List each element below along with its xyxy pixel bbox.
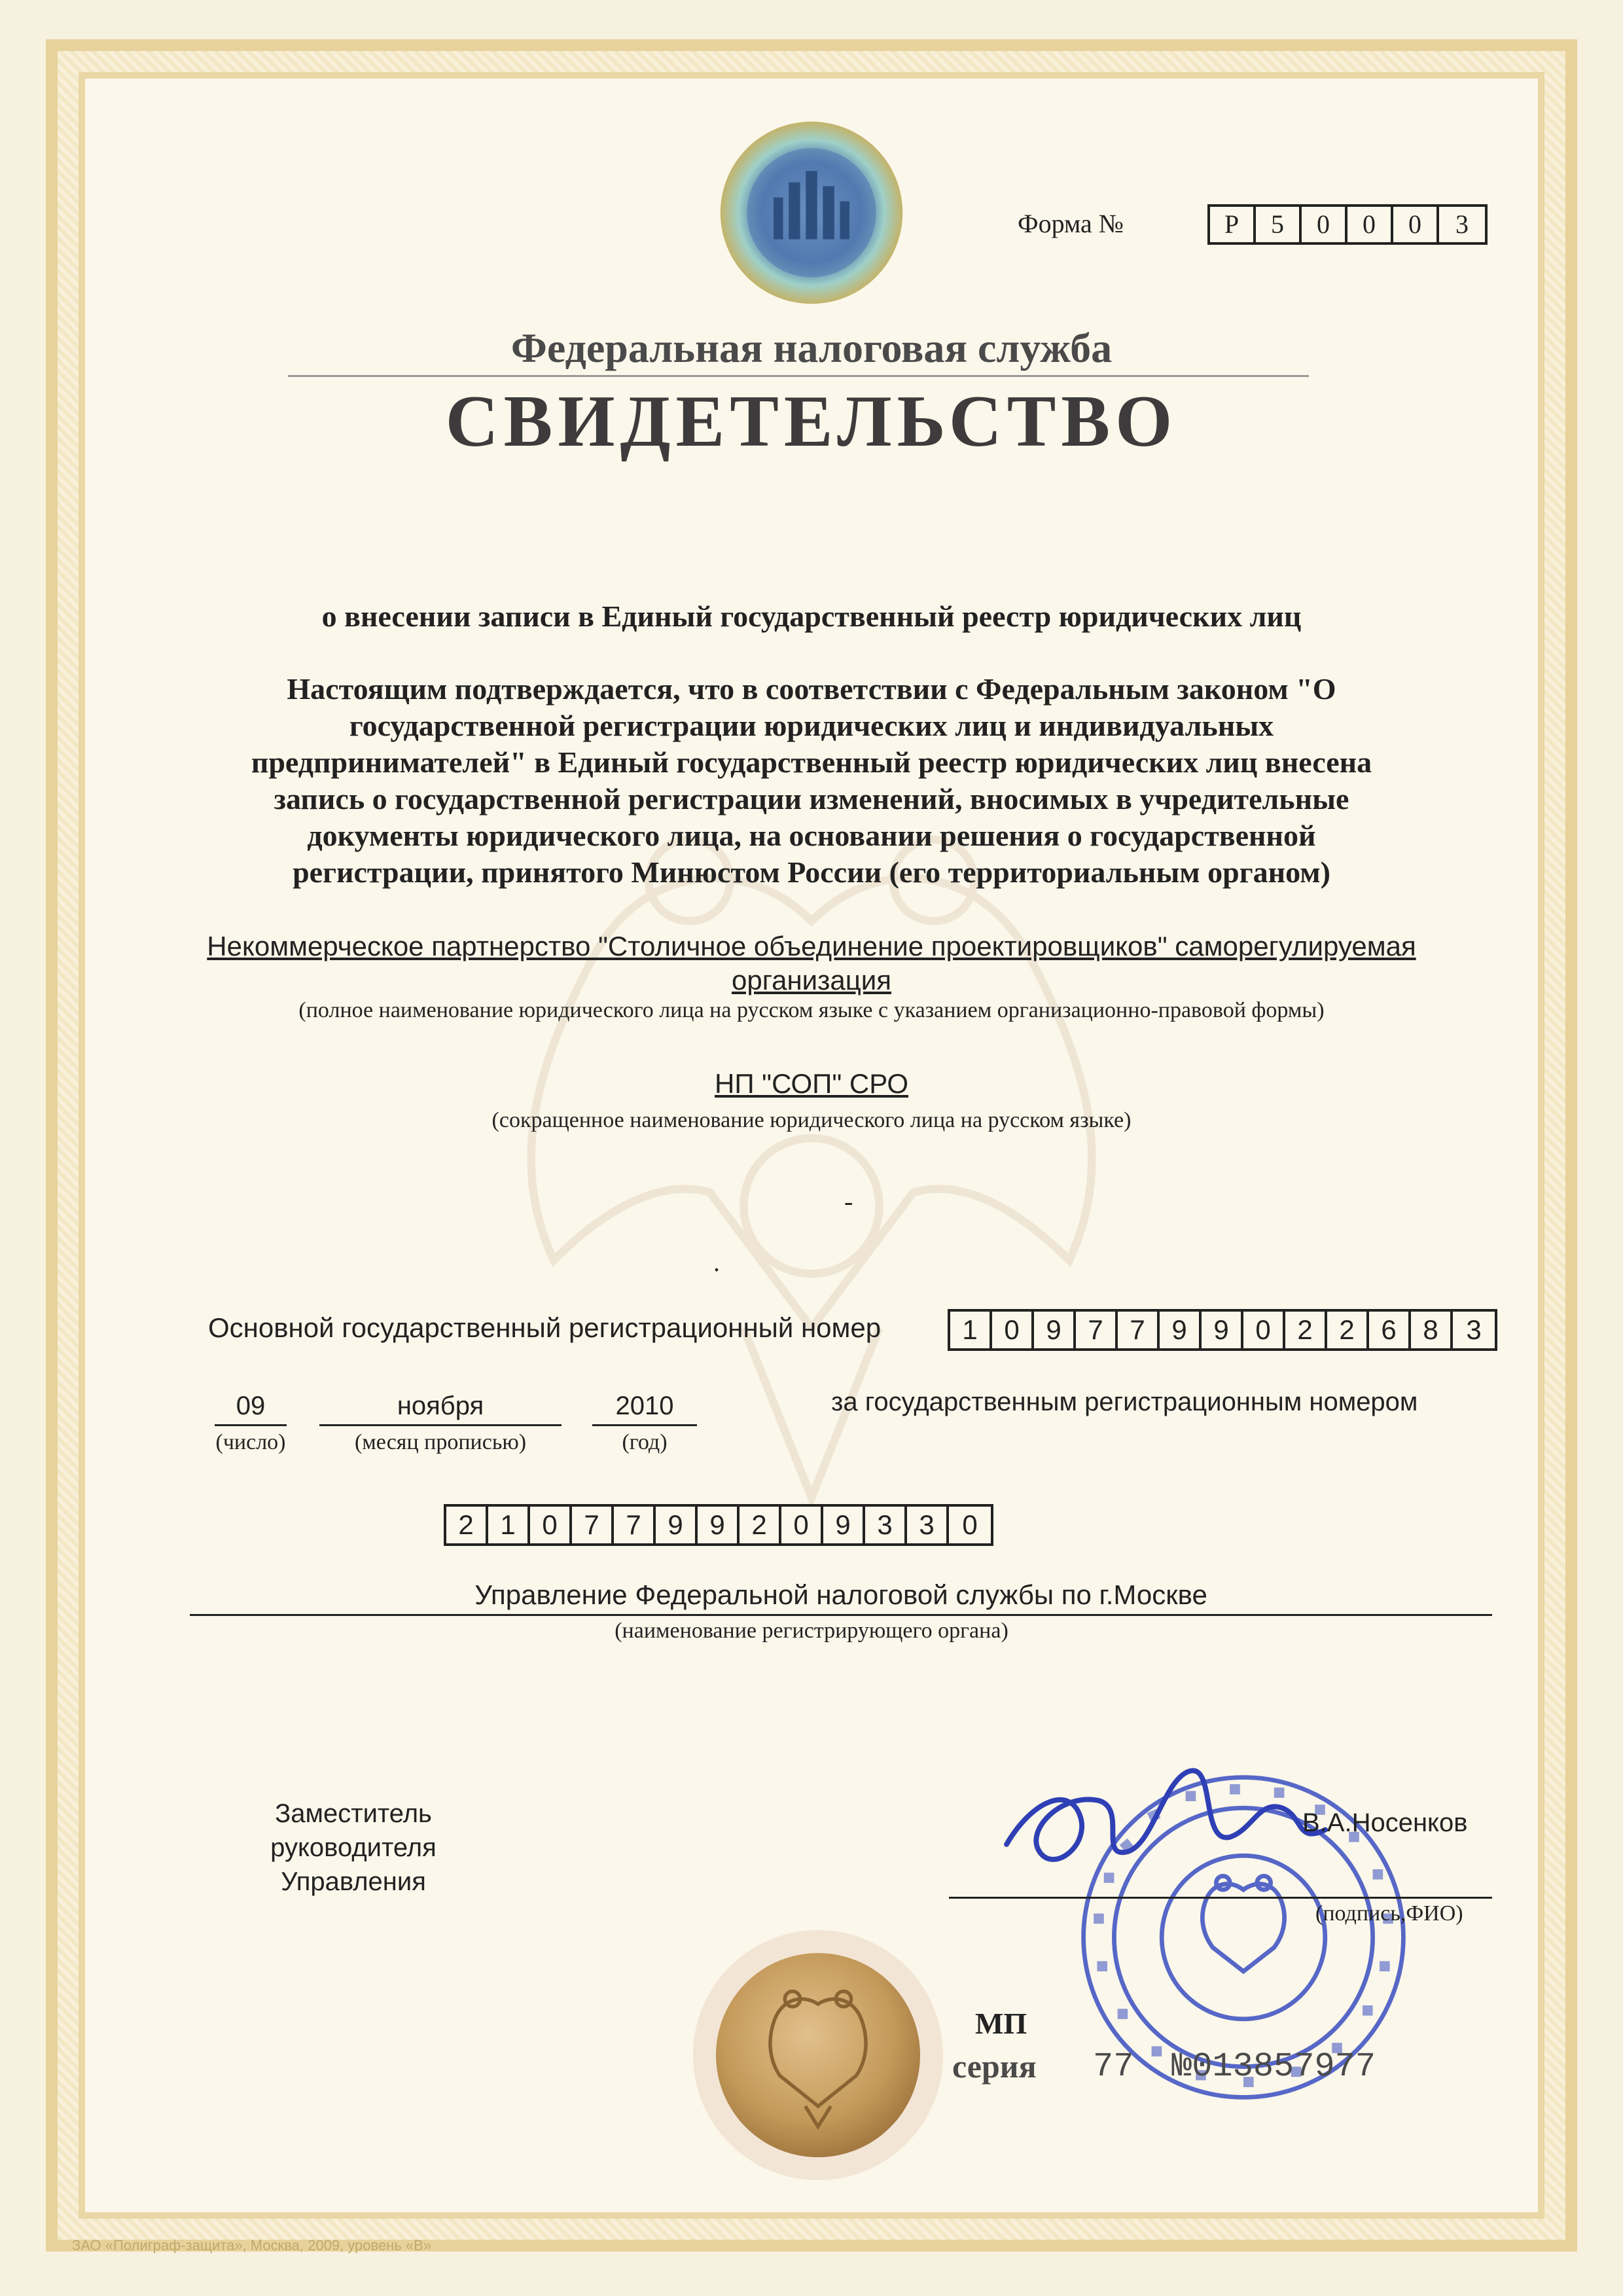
grn-digit: 3 [907, 1507, 949, 1543]
ogrn-digit: 9 [1034, 1312, 1076, 1348]
empty-field-dot: . [713, 1247, 720, 1277]
ogrn-digit: 7 [1076, 1312, 1118, 1348]
ogrn-digit: 6 [1369, 1312, 1411, 1348]
grn-digit: 3 [865, 1507, 907, 1543]
date-month: ноября [319, 1388, 562, 1426]
empty-field-dash: - [844, 1187, 853, 1216]
date-month-caption: (месяц прописью) [354, 1430, 527, 1454]
signatory-name: В.А.Носенков [1302, 1808, 1468, 1837]
ogrn-digit: 9 [1160, 1312, 1202, 1348]
signatory-position-line2: Управления [281, 1867, 426, 1896]
blank-number: №013857977 [1171, 2047, 1376, 2086]
certification-statement: Настоящим подтверждается, что в соответствии с Федеральным законом "О государственной регистрации юридических лиц и индивидуальных предпринимателей" в Единый государственный реестр юридических лиц внесена запись о государственной регистрации изменений, вносимых в учредительные документы юридического лица, на основании решения о государственной регистрации, принятого Минюстом России (его территориальным органом) [251, 672, 1372, 889]
form-code-boxes [1207, 204, 1488, 245]
seal-place-label: МП [975, 2007, 1027, 2040]
form-number-label: Форма № [1018, 209, 1124, 238]
series-number: 77 [1093, 2047, 1134, 2086]
document-title: СВИДЕТЕЛЬСТВО [445, 381, 1178, 462]
form-code-cell: Р [1210, 207, 1256, 242]
signatory-position [216, 1797, 491, 1899]
grn-digit: 7 [614, 1507, 656, 1543]
ogrn-digit: 7 [1118, 1312, 1160, 1348]
signatory-position-line1: Заместитель руководителя [270, 1799, 437, 1862]
grn-digit: 9 [698, 1507, 740, 1543]
entity-full-name-caption: (полное наименование юридического лица на русском языке с указанием организационно-правовой формы) [298, 998, 1325, 1022]
ogrn-digit: 1 [950, 1312, 992, 1348]
grn-digit: 9 [823, 1507, 865, 1543]
ogrn-digit: 3 [1466, 1314, 1482, 1345]
signature-caption: (подпись,ФИО) [1315, 1901, 1463, 1926]
handwritten-signature [988, 1734, 1355, 1918]
grn-digit: 9 [656, 1507, 698, 1543]
form-code-cell: 0 [1393, 207, 1439, 242]
double-headed-eagle-watermark [471, 785, 1152, 1532]
gold-seal-icon [690, 1928, 946, 2183]
registering-authority-caption: (наименование регистрирующего органа) [615, 1619, 1008, 1643]
entity-short-name: НП "СОП" СРО [714, 1068, 909, 1099]
agency-divider [288, 375, 1309, 377]
date-year-caption: (год) [622, 1430, 668, 1454]
ogrn-digit: 0 [1243, 1312, 1285, 1348]
grn-digit: 0 [781, 1507, 823, 1543]
signature-line [949, 1897, 1492, 1899]
grn-digit: 0 [962, 1509, 978, 1540]
grn-digit: 1 [488, 1507, 530, 1543]
form-code-cell: 0 [1347, 207, 1393, 242]
ogrn-digit: 2 [1285, 1312, 1327, 1348]
entity-full-name [183, 929, 1440, 997]
ogrn-digit: 0 [992, 1312, 1034, 1348]
date-day: 09 [215, 1388, 287, 1426]
grn-digit: 2 [740, 1507, 781, 1543]
grn-digit: 7 [572, 1507, 614, 1543]
document-subtitle: о внесении записи в Единый государственный реестр юридических лиц [321, 600, 1302, 633]
entity-full-name-text: Некоммерческое партнерство "Столичное объединение проектировщиков" саморегулируемая организация [207, 931, 1416, 996]
form-code-cell: 5 [1256, 207, 1302, 242]
form-code-cell: 0 [1302, 207, 1347, 242]
series-label: серия [952, 2048, 1037, 2085]
ogrn-digit: 9 [1202, 1312, 1243, 1348]
printer-imprint: ЗАО «Полиграф-защита», Москва, 2009, уровень «В» [72, 2237, 432, 2253]
registering-authority: Управление Федеральной налоговой службы по г.Москве [190, 1576, 1492, 1616]
form-code-cell: 3 [1455, 209, 1469, 239]
ogrn-boxes [948, 1309, 1497, 1351]
ogrn-label: Основной государственный регистрационный номер [208, 1312, 882, 1343]
ogrn-digit: 8 [1411, 1312, 1453, 1348]
grn-boxes [444, 1504, 993, 1546]
grn-digit: 0 [530, 1507, 572, 1543]
grn-label: за государственным регистрационным номером [831, 1388, 1418, 1416]
grn-digit: 2 [446, 1507, 488, 1543]
ogrn-digit: 2 [1327, 1312, 1369, 1348]
agency-name: Федеральная налоговая служба [510, 325, 1113, 371]
date-year: 2010 [592, 1388, 697, 1426]
hologram-icon [717, 118, 906, 308]
date-day-caption: (число) [215, 1430, 286, 1454]
entity-short-name-caption: (сокращенное наименование юридического лица на русском языке) [491, 1108, 1132, 1132]
